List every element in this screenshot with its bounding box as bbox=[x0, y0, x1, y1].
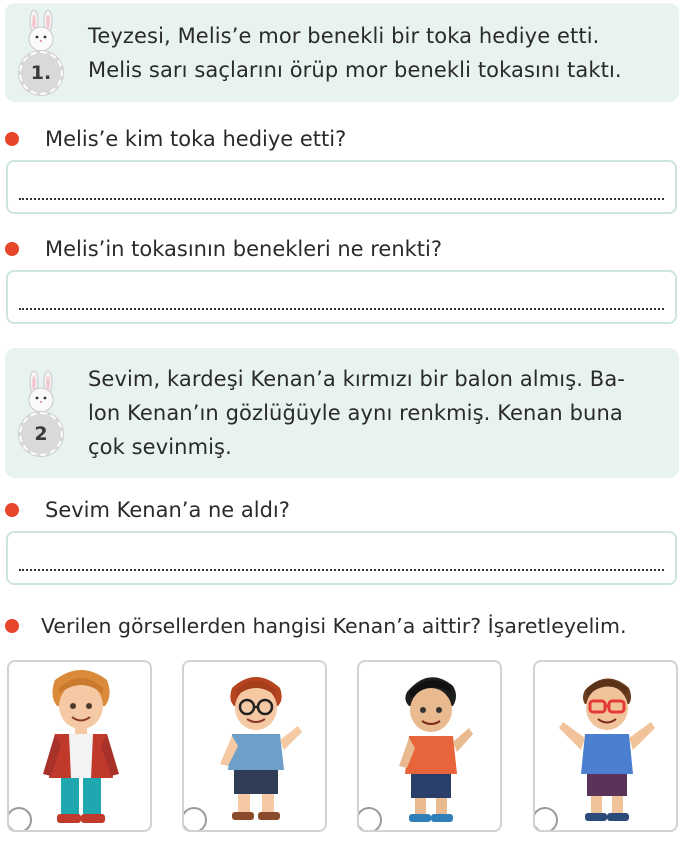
choice-card-1[interactable] bbox=[7, 660, 152, 832]
answer-field-2[interactable] bbox=[6, 270, 677, 324]
question-text: Melis’in tokasının benekleri ne renkti? bbox=[45, 237, 443, 261]
boy-red-plaid-shirt-icon bbox=[9, 662, 152, 832]
choice-card-3[interactable] bbox=[357, 660, 502, 832]
story-line: çok sevinmiş. bbox=[88, 435, 232, 459]
story-text-1 bbox=[88, 19, 622, 87]
question-4 bbox=[5, 614, 627, 638]
question-1 bbox=[5, 127, 346, 151]
bullet-icon bbox=[5, 242, 19, 256]
story-number-2: 2 bbox=[19, 412, 63, 456]
story-line: lon Kenan’ın gözlüğüyle aynı renkmiş. Kenan buna bbox=[88, 401, 623, 425]
story-number-1: 1. bbox=[19, 51, 63, 95]
choice-card-2[interactable] bbox=[182, 660, 327, 832]
choice-card-4[interactable] bbox=[533, 660, 678, 832]
story-line: Melis sarı saçlarını örüp mor benekli tokasını taktı. bbox=[88, 58, 622, 82]
question-text: Sevim Kenan’a ne aldı? bbox=[45, 498, 290, 522]
question-2 bbox=[5, 237, 442, 261]
choice-radio-1[interactable] bbox=[7, 807, 32, 832]
answer-line bbox=[19, 308, 664, 310]
boy-black-glasses-icon bbox=[184, 662, 327, 832]
choice-radio-3[interactable] bbox=[357, 807, 382, 832]
answer-field-3[interactable] bbox=[6, 531, 677, 585]
story-panel-2 bbox=[5, 348, 679, 478]
story-line: Teyzesi, Melis’e mor benekli bir toka hediye etti. bbox=[88, 24, 600, 48]
question-text: Verilen görsellerden hangisi Kenan’a aittir? İşaretleyelim. bbox=[41, 614, 627, 638]
story-line: Sevim, kardeşi Kenan’a kırmızı bir balon almış. Ba- bbox=[88, 367, 625, 391]
question-3 bbox=[5, 498, 290, 522]
answer-line bbox=[19, 198, 664, 200]
bullet-icon bbox=[5, 132, 19, 146]
question-text: Melis’e kim toka hediye etti? bbox=[45, 127, 347, 151]
answer-field-1[interactable] bbox=[6, 160, 677, 214]
story-panel-1 bbox=[5, 3, 679, 102]
answer-line bbox=[19, 569, 664, 571]
choice-radio-2[interactable] bbox=[182, 807, 207, 832]
boy-orange-shirt-icon bbox=[359, 662, 502, 832]
bullet-icon bbox=[5, 619, 19, 633]
story-text-2 bbox=[88, 362, 625, 464]
choice-radio-4[interactable] bbox=[533, 807, 558, 832]
bullet-icon bbox=[5, 503, 19, 517]
boy-red-glasses-icon bbox=[535, 662, 678, 832]
